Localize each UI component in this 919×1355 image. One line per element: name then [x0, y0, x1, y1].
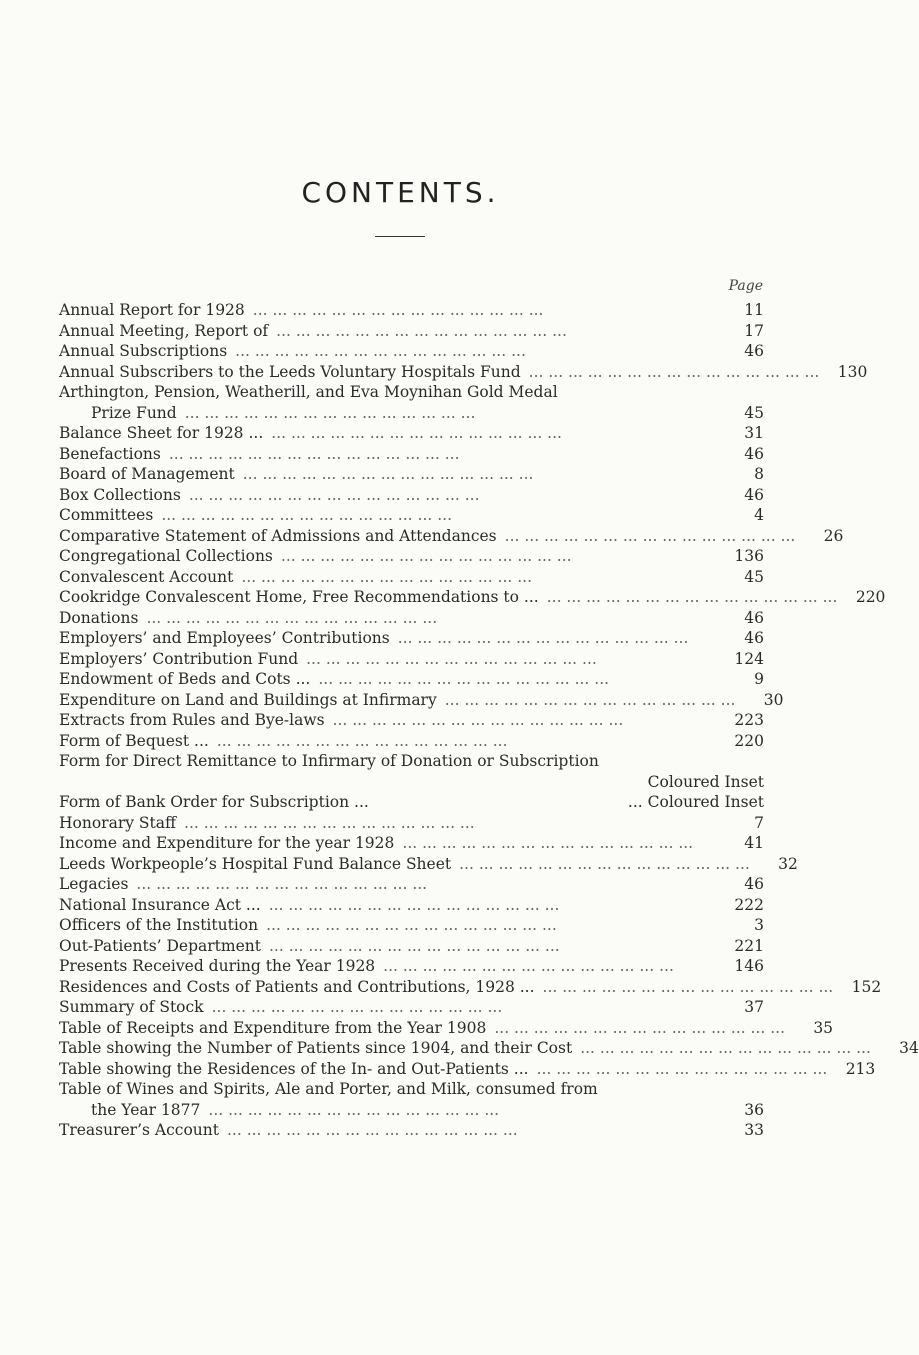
entry-page: 7	[754, 813, 764, 832]
leader-dots: ... ... ... ... ... ... ... ... ... ... ... ... ... ... ...	[306, 649, 597, 668]
leader-dots: ... ... ... ... ... ... ... ... ... ... ... ... ... ... ...	[459, 854, 750, 873]
entry-page: 220	[855, 588, 886, 606]
page-title: CONTENTS.	[301, 176, 500, 209]
toc-entry	[59, 874, 764, 895]
toc-entry	[59, 485, 764, 506]
entry-page: 46	[744, 485, 764, 504]
entry-title: Form of Bequest ...	[59, 731, 209, 750]
toc-entry	[59, 341, 764, 362]
entry-title: Cookridge Convalescent Home, Free Recommendations to ...	[59, 588, 539, 606]
toc-entry	[59, 628, 764, 649]
entry-page: 34	[899, 1039, 919, 1057]
entry-title: Employers’ Contribution Fund	[59, 649, 299, 668]
entry-page: 30	[763, 690, 784, 709]
entry-title-continued: the Year 1877	[91, 1100, 201, 1119]
page-column-heading: Page	[728, 278, 763, 294]
toc-entry	[59, 546, 764, 567]
entry-title: Residences and Costs of Patients and Contributions, 1928 ...	[59, 977, 535, 996]
toc-entry-continuation	[59, 403, 764, 424]
leader-dots: ... ... ... ... ... ... ... ... ... ... ... ... ... ... ...	[188, 485, 480, 504]
toc-entry	[59, 1120, 764, 1141]
entry-title: Balance Sheet for 1928 ...	[59, 424, 264, 442]
entry-title: Income and Expenditure for the year 1928	[59, 834, 395, 852]
toc-entry	[59, 382, 764, 403]
entry-page: 46	[744, 608, 764, 627]
toc-entry	[59, 792, 764, 813]
entry-page: 222	[734, 895, 764, 914]
entry-title: Donations	[59, 608, 139, 627]
leader-dots: ... ... ... ... ... ... ... ... ... ... ... ... ... ... ...	[383, 957, 674, 975]
leader-dots: ... ... ... ... ... ... ... ... ... ... ... ... ... ... ...	[226, 1121, 518, 1139]
entry-title: Annual Subscriptions	[59, 342, 228, 360]
toc-entry	[59, 977, 882, 998]
leader-dots: ... ... ... ... ... ... ... ... ... ... ... ... ... ... ...	[211, 998, 503, 1016]
toc-entry	[59, 813, 764, 834]
entry-title: Annual Meeting, Report of	[59, 321, 269, 340]
toc-entry	[59, 895, 764, 916]
entry-page: 33	[744, 1121, 764, 1139]
toc-entry	[59, 936, 764, 957]
entry-page: 46	[744, 444, 764, 463]
entry-title: Table of Receipts and Expenditure from the Year 1908	[59, 1018, 487, 1037]
toc-entry	[59, 854, 798, 875]
toc-entry	[59, 444, 764, 465]
leader-dots: ... ... ... ... ... ... ... ... ... ... ... ... ... ... ...	[397, 629, 689, 647]
entry-page: 17	[744, 321, 764, 340]
toc-entry	[59, 710, 764, 731]
entry-page: 124	[734, 649, 764, 668]
leader-dots: ... ... ... ... ... ... ... ... ... ... ... ... ... ... ...	[528, 362, 820, 381]
leader-dots: ... ... ... ... ... ... ... ... ... ... ... ... ... ... ...	[276, 321, 567, 340]
leader-dots: ... ... ... ... ... ... ... ... ... ... ... ... ... ... ...	[136, 875, 428, 893]
entry-page: 223	[734, 711, 764, 729]
entry-title: Annual Subscribers to the Leeds Voluntary Hospitals Fund	[59, 362, 521, 381]
leader-dots: ... ... ... ... ... ... ... ... ... ... ... ... ... ... ...	[184, 403, 476, 422]
leader-dots: ... ... ... ... ... ... ... ... ... ... ... ... ... ... ...	[168, 444, 460, 463]
toc-entry	[59, 915, 764, 936]
toc-entry	[59, 362, 868, 383]
toc-entry	[59, 464, 764, 485]
leader-dots: ... ... ... ... ... ... ... ... ... ... ... ... ... ... ...	[542, 977, 834, 996]
leader-dots: ... ... ... ... ... ... ... ... ... ... ... ... ... ... ...	[536, 1059, 828, 1078]
entry-title: Endowment of Beds and Cots ...	[59, 670, 311, 688]
leader-dots: ... ... ... ... ... ... ... ... ... ... ... ... ... ... ...	[242, 465, 534, 483]
entry-title: Box Collections	[59, 485, 181, 504]
entry-page: 37	[744, 998, 764, 1016]
leader-dots: ... ... ... ... ... ... ... ... ... ... ... ... ... ... ...	[269, 936, 560, 955]
entry-page: 213	[845, 1059, 876, 1078]
entry-title: Out-Patients’ Department	[59, 936, 261, 955]
entry-title: Convalescent Account	[59, 567, 234, 586]
leader-dots: ... ... ... ... ... ... ... ... ... ... ... ... ... ... ...	[494, 1018, 786, 1037]
entry-page: 11	[744, 301, 764, 319]
leader-dots: ... ... ... ... ... ... ... ... ... ... ... ... ... ... ...	[216, 731, 508, 750]
leader-dots: ... ... ... ... ... ... ... ... ... ... ... ... ... ... ...	[268, 895, 560, 914]
leader-dots: ... ... ... ... ... ... ... ... ... ... ... ... ... ... ...	[280, 547, 572, 565]
leader-dots: ... ... ... ... ... ... ... ... ... ... ... ... ... ... ...	[161, 506, 453, 524]
entry-page: 136	[734, 547, 764, 565]
title-rule	[375, 236, 425, 237]
toc-entry	[59, 1018, 834, 1039]
entry-title: Extracts from Rules and Bye-laws	[59, 711, 325, 729]
entry-title: Table showing the Residences of the In- and Out-Patients ...	[59, 1059, 529, 1078]
toc-entry	[59, 997, 764, 1018]
entry-page: 26	[823, 526, 844, 545]
entry-page: 41	[744, 834, 764, 852]
toc-entry	[59, 608, 764, 629]
entry-page: 8	[754, 465, 764, 483]
entry-page: 36	[744, 1100, 764, 1119]
leader-dots: ... ... ... ... ... ... ... ... ... ... ... ... ... ... ...	[504, 526, 796, 545]
leader-dots: ... ... ... ... ... ... ... ... ... ... ... ... ... ... ...	[546, 588, 838, 606]
toc-entry	[59, 1059, 876, 1080]
entry-page: 46	[744, 875, 764, 893]
entry-title: National Insurance Act ...	[59, 895, 261, 914]
toc-entry	[59, 833, 764, 854]
entry-title: Comparative Statement of Admissions and Attendances	[59, 526, 497, 545]
entry-page: 45	[744, 403, 764, 422]
entry-title: Table showing the Number of Patients since 1904, and their Cost	[59, 1039, 573, 1057]
entry-title: Employers’ and Employees’ Contributions	[59, 629, 390, 647]
toc-entry	[59, 587, 886, 608]
entry-page: 46	[744, 629, 764, 647]
entry-page: 3	[754, 916, 764, 934]
toc-entry	[59, 956, 764, 977]
entry-page: 221	[734, 936, 764, 955]
leader-dots: ... ... ... ... ... ... ... ... ... ... ... ... ... ... ...	[146, 608, 438, 627]
toc-entry	[59, 1038, 919, 1059]
toc-entry	[59, 649, 764, 670]
entry-page: 9	[754, 670, 764, 688]
toc-entry	[59, 423, 764, 444]
toc-entry	[59, 321, 764, 342]
contents-list	[59, 300, 919, 1141]
toc-entry	[59, 690, 784, 711]
entry-title: Annual Report for 1928	[59, 301, 245, 319]
toc-entry	[59, 300, 764, 321]
leader-dots	[369, 792, 628, 813]
entry-title: Committees	[59, 506, 154, 524]
entry-page: 32	[778, 854, 798, 873]
entry-title: Summary of Stock	[59, 998, 204, 1016]
entry-title: Table of Wines and Spirits, Ale and Porter, and Milk, consumed from	[59, 1080, 598, 1098]
entry-title-continued: Prize Fund	[91, 403, 177, 422]
entry-page: Coloured Inset	[647, 772, 764, 791]
leader-dots: ... ... ... ... ... ... ... ... ... ... ... ... ... ... ...	[235, 342, 526, 360]
entry-title: Honorary Staff	[59, 813, 177, 832]
leader-dots: ... ... ... ... ... ... ... ... ... ... ... ... ... ... ...	[252, 301, 544, 319]
entry-page: 31	[744, 424, 764, 442]
leader-dots: ... ... ... ... ... ... ... ... ... ... ... ... ... ... ...	[580, 1039, 871, 1057]
entry-title: Leeds Workpeople’s Hospital Fund Balance Sheet	[59, 854, 452, 873]
leader-dots: ... ... ... ... ... ... ... ... ... ... ... ... ... ... ...	[271, 424, 562, 442]
entry-title: Arthington, Pension, Weatherill, and Eva Moynihan Gold Medal	[59, 383, 558, 401]
toc-entry	[59, 1079, 764, 1100]
entry-title: Congregational Collections	[59, 547, 273, 565]
entry-title: Board of Management	[59, 465, 235, 483]
entry-title: Form of Bank Order for Subscription ...	[59, 793, 369, 811]
leader-dots: ... ... ... ... ... ... ... ... ... ... ... ... ... ... ...	[444, 690, 736, 709]
toc-entry	[59, 731, 764, 752]
leader-dots: ... ... ... ... ... ... ... ... ... ... ... ... ... ... ...	[184, 813, 475, 832]
entry-page: 45	[744, 567, 764, 586]
leader-dots: ... ... ... ... ... ... ... ... ... ... ... ... ... ... ...	[266, 916, 557, 934]
toc-entry	[59, 526, 844, 547]
entry-title: Officers of the Institution	[59, 916, 259, 934]
entry-page: 146	[734, 957, 764, 975]
entry-title: Expenditure on Land and Buildings at Infirmary	[59, 690, 437, 709]
leader-dots: ... ... ... ... ... ... ... ... ... ... ... ... ... ... ...	[241, 567, 533, 586]
entry-title: Treasurer’s Account	[59, 1121, 219, 1139]
toc-entry	[59, 669, 764, 690]
entry-title: Benefactions	[59, 444, 161, 463]
entry-page: 220	[734, 731, 764, 750]
entry-page: 35	[813, 1018, 834, 1037]
toc-entry	[59, 567, 764, 588]
leader-dots: ... ... ... ... ... ... ... ... ... ... ... ... ... ... ...	[208, 1100, 500, 1119]
entry-title: Presents Received during the Year 1928	[59, 957, 376, 975]
entry-title: Form for Direct Remittance to Infirmary of Donation or Subscription	[59, 752, 599, 770]
entry-page: 130	[837, 362, 868, 381]
entry-page: 4	[754, 506, 764, 524]
leader-dots: ... ... ... ... ... ... ... ... ... ... ... ... ... ... ...	[318, 670, 610, 688]
toc-entry-continuation	[59, 1100, 764, 1121]
entry-page: ... Coloured Inset	[627, 793, 764, 811]
leader-dots: ... ... ... ... ... ... ... ... ... ... ... ... ... ... ...	[332, 711, 624, 729]
entry-page: 152	[851, 977, 882, 996]
entry-title: Legacies	[59, 875, 129, 893]
toc-entry	[59, 505, 764, 526]
entry-page: 46	[744, 342, 764, 360]
toc-entry	[59, 751, 764, 772]
leader-dots: ... ... ... ... ... ... ... ... ... ... ... ... ... ... ...	[402, 834, 694, 852]
